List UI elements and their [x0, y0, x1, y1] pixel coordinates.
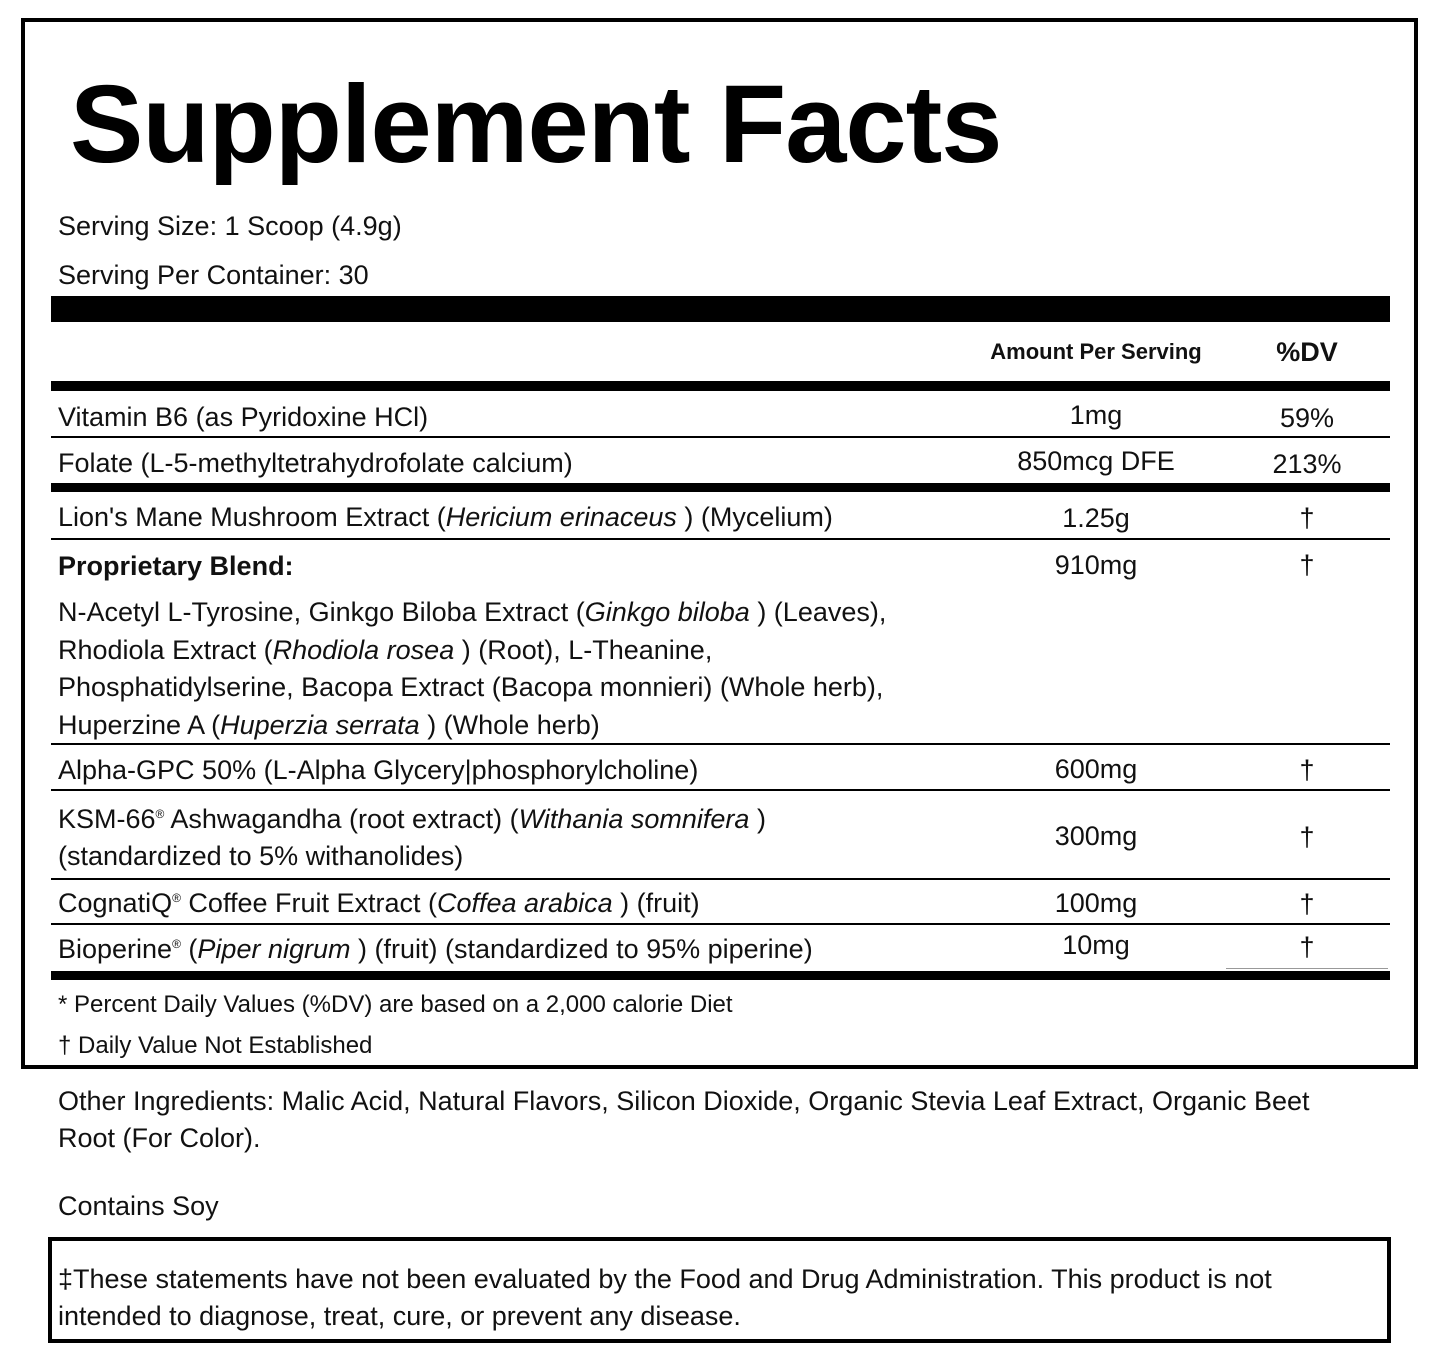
row-dv-folate: 213% — [1272, 449, 1342, 479]
dv-header: %DV — [1276, 337, 1338, 367]
row-name-lions-mane: Lion's Mane Mushroom Extract (Hericium erinaceus ) (Mycelium) — [58, 502, 833, 532]
row-name-ksm66-line2: (standardized to 5% withanolides) — [58, 841, 464, 871]
row-dv-lions-mane: † — [1299, 503, 1315, 533]
row-amount-bioperine: 10mg — [1062, 930, 1130, 960]
row-amount-folate: 850mcg DFE — [1017, 446, 1175, 476]
thin-rule — [1226, 968, 1388, 969]
row-divider — [51, 923, 1390, 925]
panel-title: Supplement Facts — [70, 63, 1002, 186]
row-dv-vitamin-b6: 59% — [1279, 403, 1335, 433]
row-name-bioperine: Bioperine® (Piper nigrum ) (fruit) (standardized to 95% piperine) — [58, 934, 813, 964]
footnote-percent-dv: * Percent Daily Values (%DV) are based on a 2,000 calorie Diet — [58, 991, 733, 1018]
blend-ingredients: N-Acetyl L-Tyrosine, Ginkgo Biloba Extract (Ginkgo biloba ) (Leaves), Rhodiola Extract (Rhodiola rosea ) (Root), L-Theanine, Phosphatidylserine, Bacopa Extract (Bacopa monnieri) (Whole herb), Huperzine A (Huperzia serrata ) (Whole herb) — [58, 597, 887, 740]
row-name-ksm66: KSM-66® Ashwagandha (root extract) (Withania somnifera ) — [58, 804, 766, 834]
header-divider — [51, 381, 1390, 391]
row-divider — [51, 878, 1390, 880]
row-dv-cognatiq: † — [1299, 889, 1315, 919]
row-amount-blend: 910mg — [1054, 550, 1138, 580]
other-ingredients: Other Ingredients: Malic Acid, Natural Flavors, Silicon Dioxide, Organic Stevia Leaf Extract, Organic Beet Root (For Color). — [58, 1086, 1310, 1153]
row-name-folate: Folate (L-5-methyltetrahydrofolate calcium) — [58, 448, 573, 478]
bottom-divider — [51, 971, 1390, 980]
row-divider — [51, 743, 1390, 745]
section-divider — [51, 483, 1390, 492]
row-amount-cognatiq: 100mg — [1054, 888, 1138, 918]
row-divider — [51, 538, 1390, 540]
row-divider — [51, 436, 1390, 438]
footnote-dagger: † Daily Value Not Established — [58, 1032, 373, 1059]
row-dv-alpha-gpc: † — [1299, 755, 1315, 785]
serving-size: Serving Size: 1 Scoop (4.9g) — [58, 211, 402, 241]
row-amount-ksm66: 300mg — [1054, 821, 1138, 851]
row-amount-vitamin-b6: 1mg — [1069, 400, 1123, 430]
blend-label: Proprietary Blend: — [58, 551, 294, 581]
amount-header: Amount Per Serving — [990, 339, 1202, 364]
servings-per-container: Serving Per Container: 30 — [58, 260, 369, 290]
row-dv-ksm66: † — [1299, 822, 1315, 852]
row-dv-bioperine: † — [1299, 932, 1315, 962]
allergen-statement: Contains Soy — [58, 1191, 219, 1221]
row-name-alpha-gpc: Alpha-GPC 50% (L-Alpha Glycery|phosphorylcholine) — [58, 755, 699, 785]
fda-disclaimer: ‡These statements have not been evaluated by the Food and Drug Administration. This product is not intended to diagnose, treat, cure, or prevent any disease. — [58, 1264, 1272, 1331]
row-dv-blend: † — [1299, 550, 1315, 580]
row-amount-lions-mane: 1.25g — [1062, 503, 1130, 533]
row-name-cognatiq: CognatiQ® Coffee Fruit Extract (Coffea arabica ) (fruit) — [58, 888, 700, 918]
row-amount-alpha-gpc: 600mg — [1054, 754, 1138, 784]
row-divider — [51, 789, 1390, 791]
row-name-vitamin-b6: Vitamin B6 (as Pyridoxine HCl) — [58, 402, 429, 432]
thick-divider — [51, 296, 1390, 322]
